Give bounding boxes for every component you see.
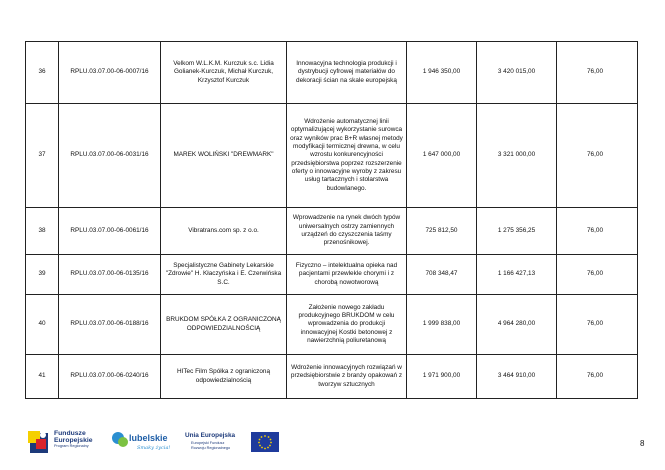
lub-name: lubelskie xyxy=(129,433,168,443)
eligible-cost: 1 999 838,00 xyxy=(407,295,477,355)
project-title: Wprowadzenie na rynek dwóch typów uniwersalnych ostrzy zamiennych urządzeń do czyszczenia taśmy przenośnikowej. xyxy=(287,208,407,255)
project-ref: RPLU.03.07.00-06-0135/16 xyxy=(59,255,161,295)
total-value: 4 964 280,00 xyxy=(477,295,557,355)
row-number: 36 xyxy=(26,42,59,104)
page-number: 8 xyxy=(640,439,645,448)
lubelskie-logo xyxy=(107,425,175,461)
beneficiary-name: Specjalistyczne Gabinety Lekarskie "Zdrowie" H. Kłaczyńska i E. Czerwińska S.C. xyxy=(161,255,287,295)
table-row xyxy=(26,104,638,208)
fe-star-icon xyxy=(26,427,52,455)
fe-line2: Europejskie xyxy=(54,437,93,444)
eligible-cost: 1 946 350,00 xyxy=(407,42,477,104)
eu-flag-icon xyxy=(251,432,279,452)
total-value: 3 464 910,00 xyxy=(477,355,557,399)
project-ref: RPLU.03.07.00-06-0061/16 xyxy=(59,208,161,255)
cofinancing-percent: 76,00 xyxy=(557,355,638,399)
project-title: Fizyczno – intelektualna opieka nad pacjentami przewlekle chorymi i z chorobą nowotworową xyxy=(287,255,407,295)
cofinancing-percent: 76,00 xyxy=(557,104,638,208)
beneficiary-name: MAREK WOLIŃSKI "DREWMARK" xyxy=(161,104,287,208)
fe-line1: Fundusze xyxy=(54,430,86,437)
table-row xyxy=(26,208,638,255)
ue-sub1: Europejski Fundusz xyxy=(191,441,225,445)
table-row xyxy=(26,355,638,399)
eligible-cost: 1 971 900,00 xyxy=(407,355,477,399)
project-title: Wdrożenie innowacyjnych rozwiązań w przedsiębiorstwie z branży opakowań z tworzyw sztucznych xyxy=(287,355,407,399)
eligible-cost: 725 812,50 xyxy=(407,208,477,255)
table-row xyxy=(26,42,638,104)
total-value: 1 275 356,25 xyxy=(477,208,557,255)
project-title: Wdrożenie automatycznej linii optymalizującej wykorzystanie surowca oraz wyników prac B+R własnej metody modyfikacji termicznej drewna, w celu wzrostu konkurencyjności przedsiębiorstwa poprzez rozszerzenie oferty o innowacyjne wyroby z zakresu usług tartacznych i stolarstwa budowlanego. xyxy=(287,104,407,208)
ue-title: Unia Europejska xyxy=(185,432,236,439)
total-value: 3 321 000,00 xyxy=(477,104,557,208)
project-ref: RPLU.03.07.00-06-0240/16 xyxy=(59,355,161,399)
total-value: 1 166 427,13 xyxy=(477,255,557,295)
row-number: 38 xyxy=(26,208,59,255)
row-number: 41 xyxy=(26,355,59,399)
projects-table xyxy=(25,41,638,399)
project-ref: RPLU.03.07.00-06-0031/16 xyxy=(59,104,161,208)
ue-sub2: Rozwoju Regionalnego xyxy=(191,445,231,450)
row-number: 40 xyxy=(26,295,59,355)
cofinancing-percent: 76,00 xyxy=(557,295,638,355)
project-ref: RPLU.03.07.00-06-0007/16 xyxy=(59,42,161,104)
project-title: Założenie nowego zakładu produkcyjnego BRUKDOM w celu wprowadzenia do produkcji innowacyjnej Kostki betonowej z nawierzchnią poliuretanową xyxy=(287,295,407,355)
ue-logo xyxy=(185,424,275,464)
table-row xyxy=(26,295,638,355)
beneficiary-name: Vibratrans.com sp. z o.o. xyxy=(161,208,287,255)
beneficiary-name: Velkom W.L.K.M. Kurczuk s.c. Lidia Golianek-Kurczuk, Michał Kurczuk, Krzysztof Kurczuk xyxy=(161,42,287,104)
eligible-cost: 1 647 000,00 xyxy=(407,104,477,208)
lubelskie-mark-icon xyxy=(111,431,129,449)
cofinancing-percent: 76,00 xyxy=(557,42,638,104)
beneficiary-name: BRUKDOM SPÓŁKA Z OGRANICZONĄ ODPOWIEDZIALNOŚCIĄ xyxy=(161,295,287,355)
eligible-cost: 708 348,47 xyxy=(407,255,477,295)
cofinancing-percent: 76,00 xyxy=(557,208,638,255)
project-title: Innowacyjna technologia produkcji i dystrybucji cyfrowej materiałów do dekoracji ścian na skale europejską xyxy=(287,42,407,104)
footer-logos xyxy=(0,420,665,470)
row-number: 39 xyxy=(26,255,59,295)
lub-tag: Smaky życia! xyxy=(137,445,171,451)
total-value: 3 420 015,00 xyxy=(477,42,557,104)
row-number: 37 xyxy=(26,104,59,208)
cofinancing-percent: 76,00 xyxy=(557,255,638,295)
fe-sub: Program Regionalny xyxy=(54,444,89,448)
table-row xyxy=(26,255,638,295)
beneficiary-name: HITec Film Spółka z ograniczoną odpowiedzialnością xyxy=(161,355,287,399)
project-ref: RPLU.03.07.00-06-0188/16 xyxy=(59,295,161,355)
